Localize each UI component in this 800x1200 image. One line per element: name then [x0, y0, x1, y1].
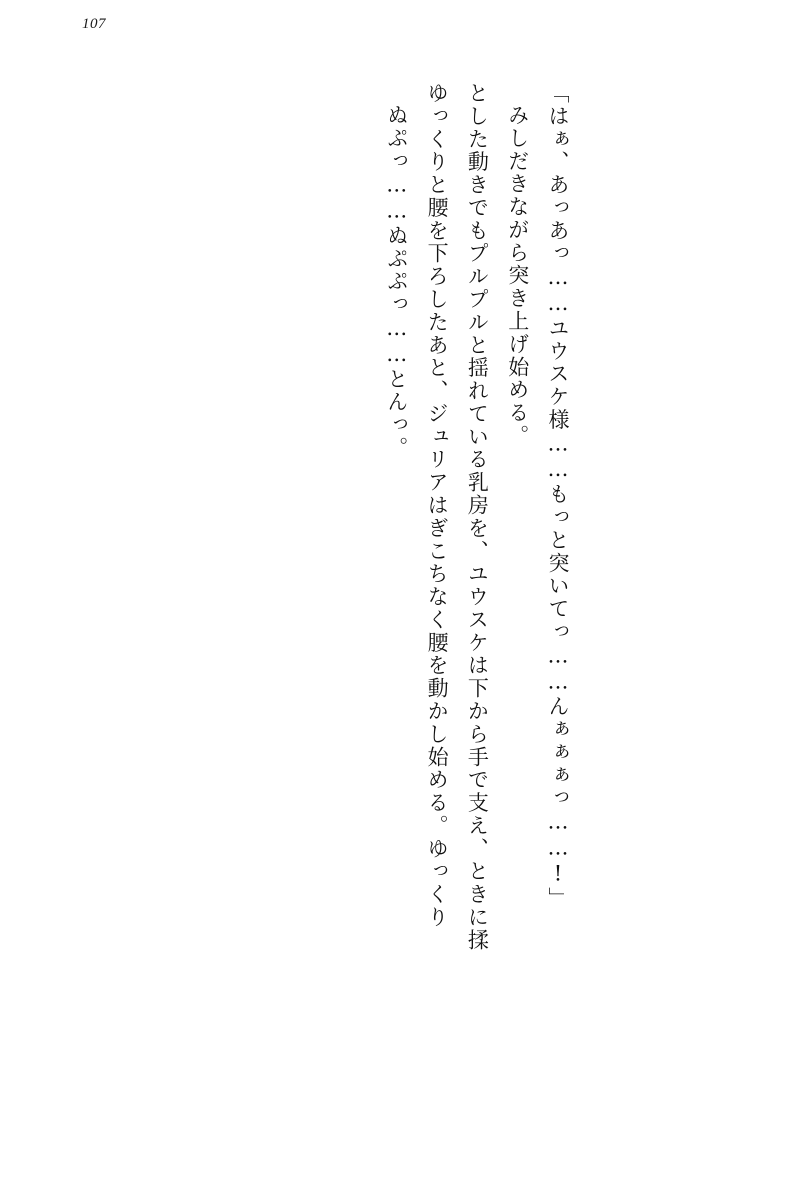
paragraph: みしだきながら突き上げ始める。: [505, 104, 530, 448]
paragraph: ぬぷっ……ぬぷぷっ……とんっ。: [384, 104, 409, 460]
body-text-block: [218, 82, 578, 1072]
paragraph: 「はぁ、あっあっ……ユウスケ様……もっと突いてっ……んぁぁぁっ……!」: [546, 82, 570, 911]
paragraph: ゆっくりと腰を下ろしたあと、ジュリアはぎこちなく腰を動かし始める。ゆっくり: [425, 82, 450, 929]
paragraph: とした動きでもプルプルと揺れている乳房を、ユウスケは下から手で支え、ときに揉: [465, 82, 490, 952]
page-number: 107: [82, 16, 106, 32]
